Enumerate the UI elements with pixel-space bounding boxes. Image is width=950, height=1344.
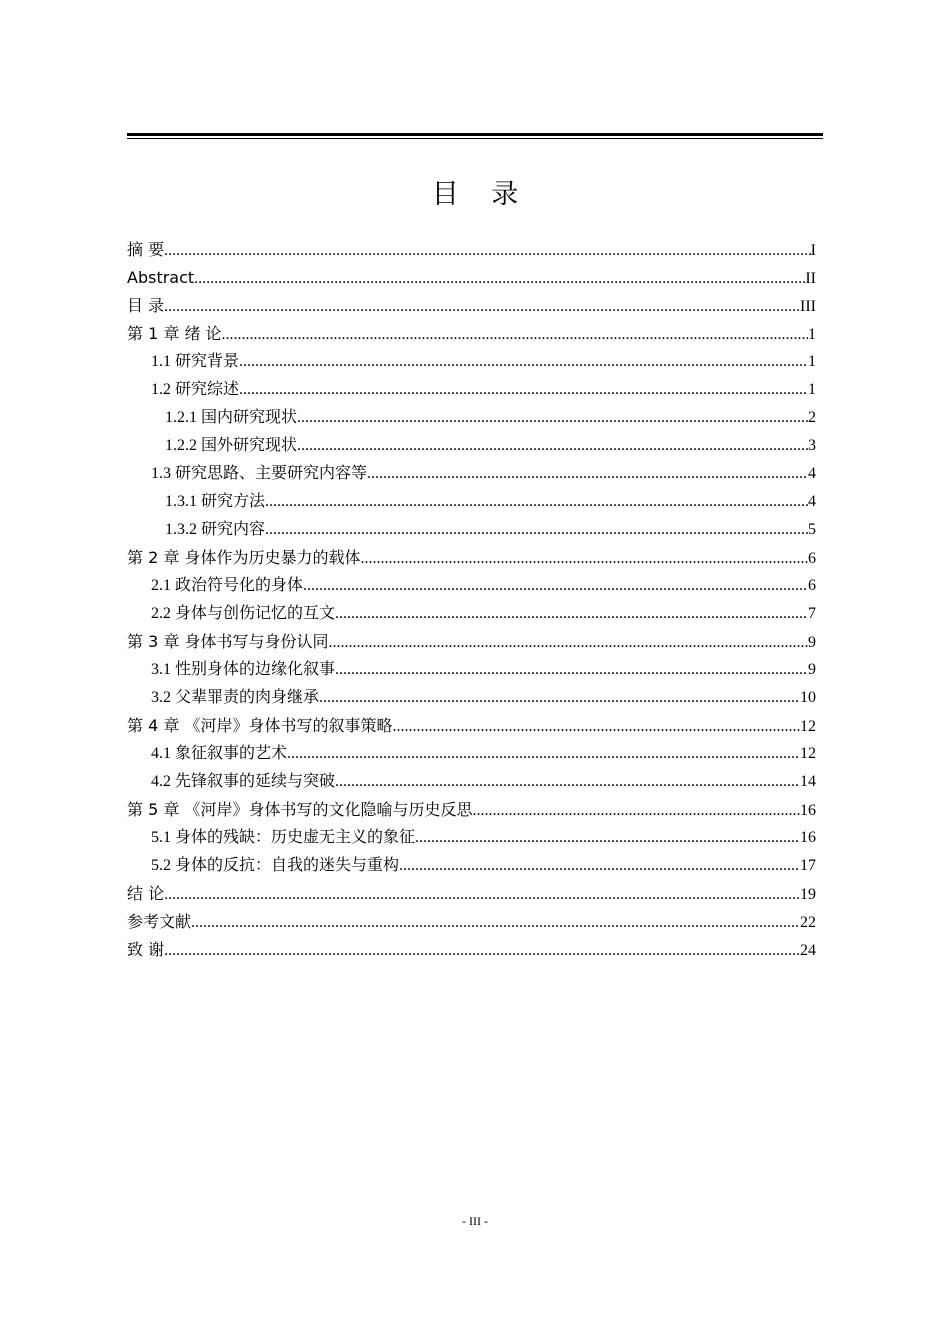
toc-dot-leader <box>335 768 800 796</box>
toc-entry-label: Abstract <box>127 268 195 287</box>
toc-entry-label: 1.2 研究综述 <box>151 381 240 398</box>
toc-entry-page: 12 <box>800 718 816 735</box>
toc-dot-leader <box>239 376 808 404</box>
toc-entry-page: 14 <box>800 773 816 790</box>
toc-entry-page: 4 <box>808 493 816 510</box>
toc-dot-leader <box>303 572 808 600</box>
toc-entry-page: 12 <box>800 745 816 762</box>
toc-entry-page: 1 <box>808 326 816 343</box>
toc-dot-leader <box>222 321 808 349</box>
toc-entry[interactable] <box>127 936 816 964</box>
toc-entry-label: 1.3.2 研究内容 <box>165 521 266 538</box>
toc-entry[interactable] <box>127 628 816 656</box>
toc-dot-leader <box>297 404 808 432</box>
toc-entry-label: 1.2.2 国外研究现状 <box>165 437 298 454</box>
toc-dot-leader <box>287 740 800 768</box>
toc-entry[interactable] <box>127 824 816 852</box>
toc-entry-label: 3.1 性别身体的边缘化叙事 <box>151 661 336 678</box>
toc-entry-page: III <box>800 298 816 315</box>
toc-dot-leader <box>164 937 800 965</box>
toc-entry-page: 9 <box>808 661 816 678</box>
toc-entry-label: 目 录 <box>127 296 165 315</box>
toc-entry-label: 第 5 章 《河岸》身体书写的文化隐喻与历史反思 <box>127 800 473 819</box>
toc-entry-label: 4.1 象征叙事的艺术 <box>151 745 288 762</box>
toc-entry[interactable] <box>127 544 816 572</box>
toc-entry-page: 9 <box>808 634 816 651</box>
header-rule-thick <box>127 133 823 136</box>
toc-entry-page: II <box>805 270 816 287</box>
toc-entry[interactable] <box>127 796 816 824</box>
toc-dot-leader <box>472 797 800 825</box>
toc-entry-label: 摘 要 <box>127 240 165 259</box>
toc-entry-page: I <box>810 242 816 259</box>
toc-dot-leader <box>415 824 800 852</box>
toc-dot-leader <box>392 713 800 741</box>
toc-entry-label: 第 1 章 绪 论 <box>127 324 222 343</box>
toc-dot-leader <box>239 348 808 376</box>
toc-entry[interactable] <box>127 600 816 628</box>
toc-entry[interactable] <box>127 740 816 768</box>
toc-dot-leader <box>399 852 800 880</box>
toc-entry-page: 10 <box>800 689 816 706</box>
toc-entry-page: 16 <box>800 802 816 819</box>
toc-entry-label: 第 2 章 身体作为历史暴力的载体 <box>127 548 361 567</box>
toc-dot-leader <box>164 237 811 265</box>
toc-entry-page: 1 <box>808 353 816 370</box>
toc-entry-page: 22 <box>800 914 816 931</box>
toc-entry[interactable] <box>127 320 816 348</box>
toc-entry-label: 2.2 身体与创伤记忆的互文 <box>151 605 336 622</box>
table-of-contents <box>127 236 816 964</box>
toc-entry-label: 结 论 <box>127 884 165 903</box>
toc-entry-page: 6 <box>808 577 816 594</box>
toc-entry[interactable] <box>127 908 816 936</box>
toc-entry[interactable] <box>127 376 816 404</box>
toc-dot-leader <box>335 656 808 684</box>
toc-dot-leader <box>164 293 800 321</box>
toc-entry[interactable] <box>127 516 816 544</box>
toc-entry-page: 19 <box>800 886 816 903</box>
toc-dot-leader <box>297 432 808 460</box>
toc-entry[interactable] <box>127 460 816 488</box>
toc-entry-page: 4 <box>808 465 816 482</box>
toc-entry-page: 7 <box>808 605 816 622</box>
toc-entry[interactable] <box>127 264 816 292</box>
toc-dot-leader <box>265 516 808 544</box>
toc-entry-page: 16 <box>800 829 816 846</box>
toc-entry[interactable] <box>127 236 816 264</box>
toc-entry-page: 1 <box>808 381 816 398</box>
toc-entry[interactable] <box>127 404 816 432</box>
toc-entry[interactable] <box>127 712 816 740</box>
toc-entry-page: 2 <box>808 409 816 426</box>
toc-entry[interactable] <box>127 572 816 600</box>
toc-dot-leader <box>360 545 808 573</box>
toc-entry-label: 1.1 研究背景 <box>151 353 240 370</box>
toc-entry-page: 24 <box>800 942 816 959</box>
toc-entry-label: 4.2 先锋叙事的延续与突破 <box>151 773 336 790</box>
toc-dot-leader <box>164 881 800 909</box>
toc-entry[interactable] <box>127 656 816 684</box>
toc-entry[interactable] <box>127 348 816 376</box>
header-rule-thin <box>127 138 823 139</box>
toc-entry-page: 6 <box>808 550 816 567</box>
toc-entry-label: 第 4 章 《河岸》身体书写的叙事策略 <box>127 716 393 735</box>
toc-entry-label: 1.3 研究思路、主要研究内容等 <box>151 465 368 482</box>
toc-entry-page: 3 <box>808 437 816 454</box>
toc-entry-label: 5.2 身体的反抗：自我的迷失与重构 <box>151 857 400 874</box>
toc-entry-page: 17 <box>800 857 816 874</box>
toc-dot-leader <box>335 600 808 628</box>
toc-entry-label: 2.1 政治符号化的身体 <box>151 577 304 594</box>
toc-entry-label: 致 谢 <box>127 940 165 959</box>
toc-entry-label: 1.2.1 国内研究现状 <box>165 409 298 426</box>
page-title: 目 录 <box>431 179 531 210</box>
toc-entry[interactable] <box>127 488 816 516</box>
toc-entry[interactable] <box>127 292 816 320</box>
toc-entry[interactable] <box>127 684 816 712</box>
toc-dot-leader <box>194 265 805 293</box>
page-footer-number: - III - <box>462 1214 488 1228</box>
toc-dot-leader <box>191 909 800 937</box>
toc-entry-label: 3.2 父辈罪责的肉身继承 <box>151 689 320 706</box>
toc-entry[interactable] <box>127 880 816 908</box>
toc-entry-label: 参考文献 <box>127 912 192 931</box>
toc-entry-label: 1.3.1 研究方法 <box>165 493 266 510</box>
toc-entry[interactable] <box>127 432 816 460</box>
toc-dot-leader <box>328 629 808 657</box>
toc-entry[interactable] <box>127 768 816 796</box>
toc-dot-leader <box>265 488 808 516</box>
toc-entry[interactable] <box>127 852 816 880</box>
toc-dot-leader <box>367 460 808 488</box>
toc-entry-label: 第 3 章 身体书写与身份认同 <box>127 632 329 651</box>
toc-entry-label: 5.1 身体的残缺：历史虚无主义的象征 <box>151 829 416 846</box>
toc-dot-leader <box>319 684 800 712</box>
toc-entry-page: 5 <box>808 521 816 538</box>
